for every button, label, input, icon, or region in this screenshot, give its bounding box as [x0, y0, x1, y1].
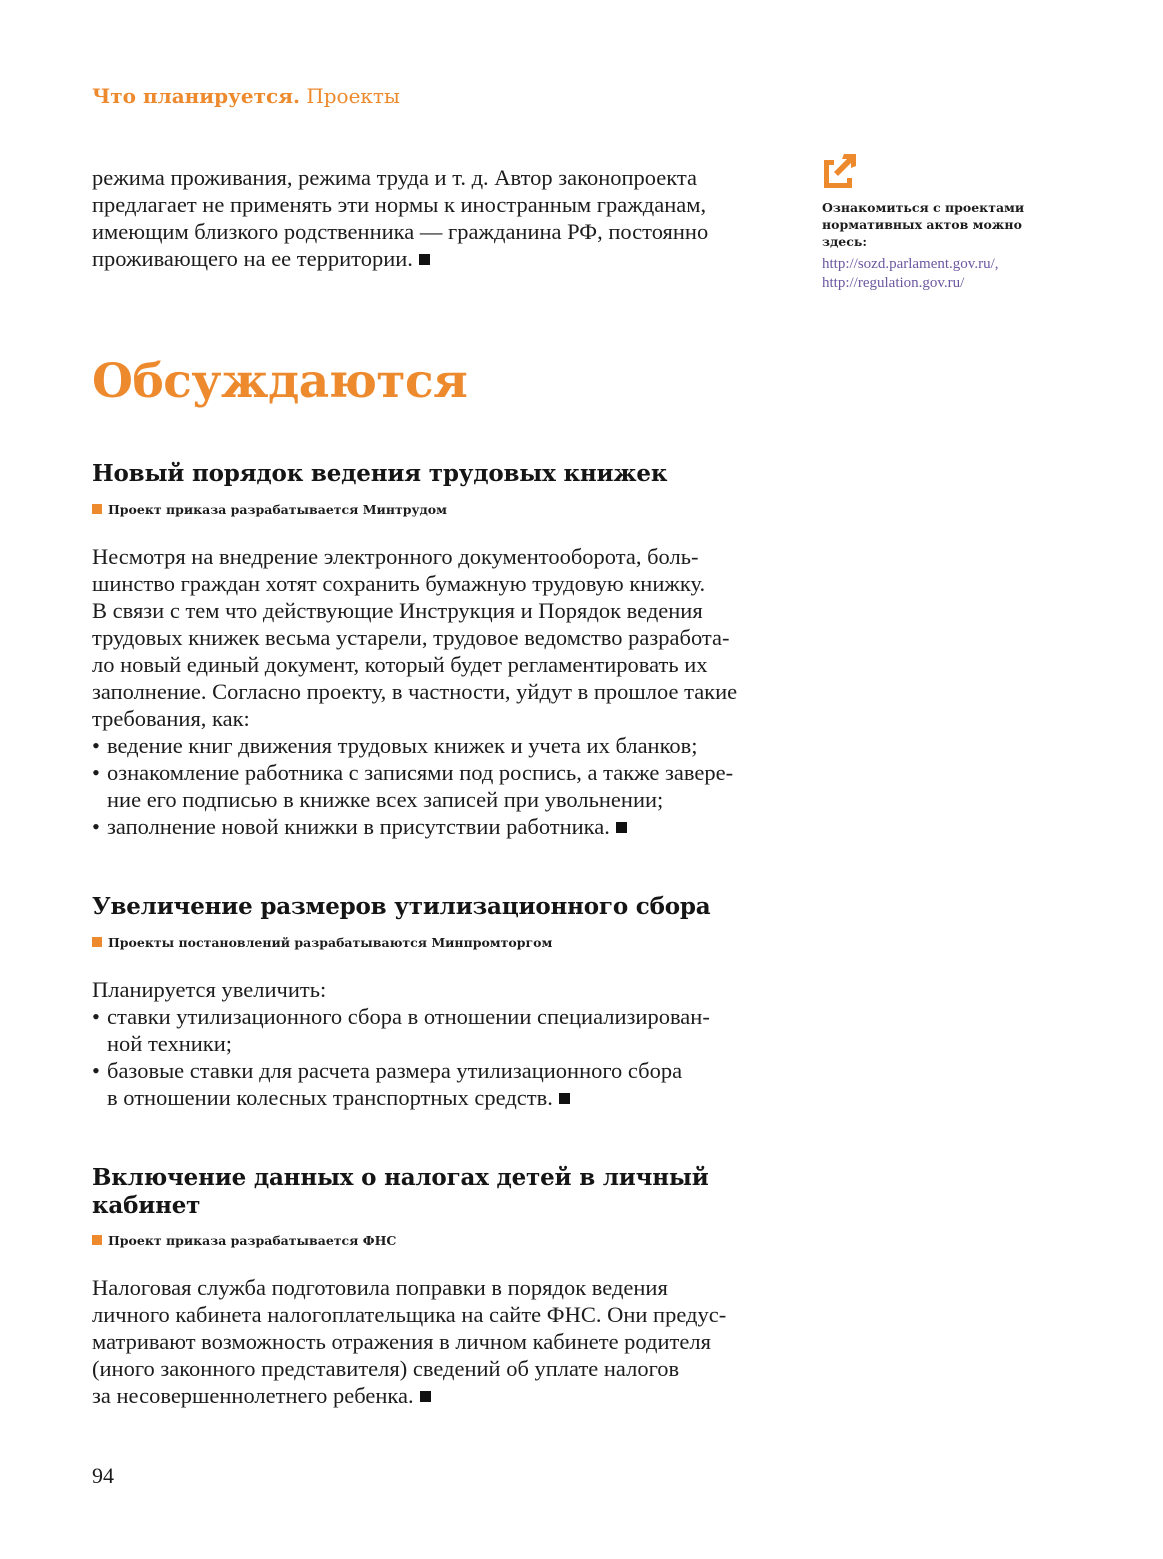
end-mark: [420, 1391, 431, 1402]
external-link-icon: [822, 152, 858, 190]
article-body: [92, 1274, 726, 1409]
paragraph-line: шинство граждан хотят сохранить бумажную трудовую книжку.: [92, 571, 706, 596]
sidebar-note-text: Ознакомиться с проектами нормативных актов можно здесь:: [822, 200, 1025, 249]
bullet-list: [92, 732, 737, 840]
paragraph-line: личного кабинета налогоплательщика на сайте ФНС. Они предус-: [92, 1302, 727, 1327]
intro-line: предлагает не применять эти нормы к иностранным гражданам,: [92, 192, 707, 217]
article-title: Новый порядок ведения трудовых книжек: [92, 460, 668, 487]
paragraph-line: В связи с тем что действующие Инструкция и Порядок ведения: [92, 598, 703, 623]
article-title: Включение данных о налогах детей в личный кабинет: [92, 1164, 709, 1219]
running-head: [92, 83, 400, 109]
section-title: Обсуждаются: [92, 354, 468, 409]
paragraph-line: ло новый единый документ, который будет регламентировать их: [92, 652, 708, 677]
running-head-subsection: Проекты: [306, 84, 400, 108]
bullet-item: • ставки утилизационного сбора в отношении специализирован- ной техники;: [92, 1003, 710, 1057]
bullet-item: • базовые ставки для расчета размера утилизационного сбора в отношении колесных транспортных средств.: [92, 1057, 710, 1111]
paragraph-line: Несмотря на внедрение электронного документооборота, боль-: [92, 544, 699, 569]
orange-square-icon: [92, 1235, 102, 1245]
end-mark: [616, 822, 627, 833]
bullet-item: • заполнение новой книжки в присутствии работника.: [92, 813, 737, 840]
end-mark: [419, 254, 430, 265]
paragraph-line: за несовершеннолетнего ребенка.: [92, 1382, 726, 1409]
paragraph-line: трудовых книжек весьма устарели, трудовое ведомство разработа-: [92, 625, 730, 650]
paragraph-line: Налоговая служба подготовила поправки в порядок ведения: [92, 1275, 668, 1300]
page-number: 94: [92, 1463, 114, 1488]
link-sozd[interactable]: http://sozd.parlament.gov.ru/,: [822, 256, 999, 272]
intro-line: проживающего на ее территории.: [92, 245, 708, 272]
bullet-item: • ознакомление работника с записями под роспись, а также завере- ние его подписью в книжке всех записей при увольнении;: [92, 759, 737, 813]
paragraph-line: (иного законного представителя) сведений об уплате налогов: [92, 1356, 680, 1381]
bullet-item: • ведение книг движения трудовых книжек и учета их бланков;: [92, 732, 737, 759]
running-head-section: Что планируется.: [92, 84, 300, 108]
intro-line: имеющим близкого родственника — гражданина РФ, постоянно: [92, 219, 709, 244]
orange-square-icon: [92, 937, 102, 947]
paragraph-line: заполнение. Согласно проекту, в частности, уйдут в прошлое такие: [92, 679, 738, 704]
article-source: Проект приказа разрабатывается ФНС: [92, 1233, 396, 1249]
paragraph-line: матривают возможность отражения в личном кабинете родителя: [92, 1329, 711, 1354]
article-body: [92, 543, 737, 840]
article-body: [92, 976, 710, 1111]
intro-line: режима проживания, режима труда и т. д. Автор законопроекта: [92, 165, 698, 190]
link-regulation[interactable]: http://regulation.gov.ru/: [822, 275, 965, 291]
sidebar-note: [822, 152, 1062, 293]
paragraph-line: требования, как:: [92, 706, 250, 731]
orange-square-icon: [92, 504, 102, 514]
paragraph-line: Планируется увеличить:: [92, 977, 327, 1002]
intro-paragraph: [92, 164, 708, 272]
end-mark: [559, 1093, 570, 1104]
article-source: Проекты постановлений разрабатываются Минпромторгом: [92, 935, 552, 951]
article-title: Увеличение размеров утилизационного сбора: [92, 893, 711, 920]
article-source: Проект приказа разрабатывается Минтрудом: [92, 502, 447, 518]
bullet-list: [92, 1003, 710, 1111]
